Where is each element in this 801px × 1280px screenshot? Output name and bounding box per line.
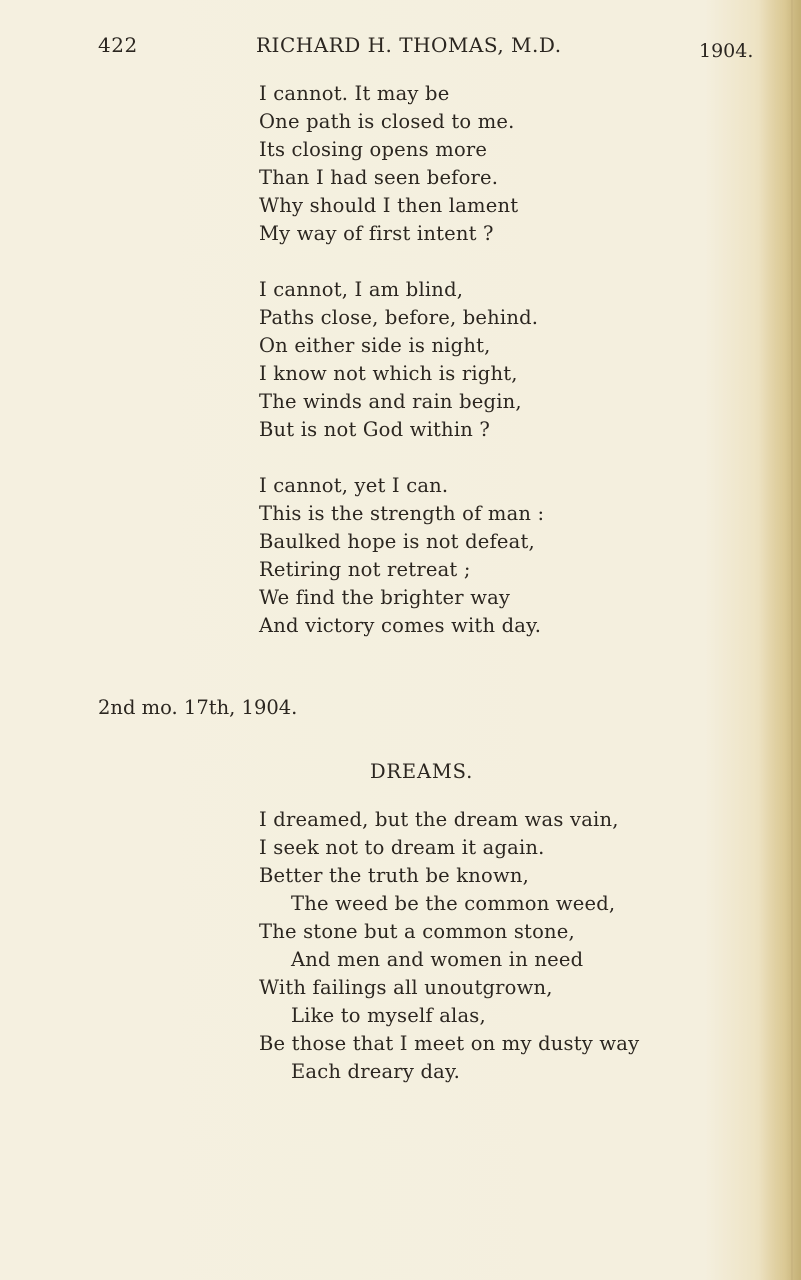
poem-line: The winds and rain begin, <box>259 390 522 413</box>
poem-line: The stone but a common stone, <box>259 920 575 943</box>
poem-line: I cannot, I am blind, <box>259 278 464 301</box>
poem-line: One path is closed to me. <box>259 110 515 133</box>
stanza-3 <box>259 472 544 640</box>
poem-line: Paths close, before, behind. <box>259 306 539 329</box>
poem-line: Each dreary day. <box>291 1060 460 1083</box>
poem-line: Better the truth be known, <box>259 864 530 887</box>
poem-line: I know not which is right, <box>259 362 518 385</box>
stanza-2 <box>259 276 544 444</box>
poem-line: My way of first intent ? <box>259 222 494 245</box>
poem-line: Its closing opens more <box>259 138 488 161</box>
poem-line: Why should I then lament <box>259 194 519 217</box>
poem-line: Like to myself alas, <box>291 1004 486 1027</box>
poem-line: With failings all unoutgrown, <box>259 976 553 999</box>
poem-line: I seek not to dream it again. <box>259 836 545 859</box>
running-head: RICHARD H. THOMAS, M.D. <box>256 33 562 57</box>
poem-line: Than I had seen before. <box>259 166 499 189</box>
poem-line: I cannot. It may be <box>259 82 450 105</box>
page-edge-line <box>791 0 793 1280</box>
page-number: 422 <box>98 33 138 57</box>
poem-line: And men and women in need <box>291 948 584 971</box>
poem-line: Be those that I meet on my dusty way <box>259 1032 640 1055</box>
poem-line: We find the brighter way <box>259 586 511 609</box>
stanza-1 <box>259 80 544 248</box>
poem-untitled <box>259 80 544 668</box>
poem-line: This is the strength of man : <box>259 502 545 525</box>
header-year: 1904. <box>699 40 754 62</box>
page-edge-shadow <box>759 0 801 1280</box>
poem-dateline: 2nd mo. 17th, 1904. <box>98 696 298 719</box>
poem-line: And victory comes with day. <box>259 614 542 637</box>
poem-line: I cannot, yet I can. <box>259 474 449 497</box>
page-header <box>0 30 801 66</box>
poem-line: But is not God within ? <box>259 418 491 441</box>
poem-dreams <box>259 806 639 1086</box>
poem-line: The weed be the common weed, <box>291 892 616 915</box>
poem-line: Retiring not retreat ; <box>259 558 471 581</box>
poem-line: I dreamed, but the dream was vain, <box>259 808 619 831</box>
poem-line: Baulked hope is not defeat, <box>259 530 535 553</box>
poem-title-dreams: DREAMS. <box>370 760 474 783</box>
poem-line: On either side is night, <box>259 334 491 357</box>
